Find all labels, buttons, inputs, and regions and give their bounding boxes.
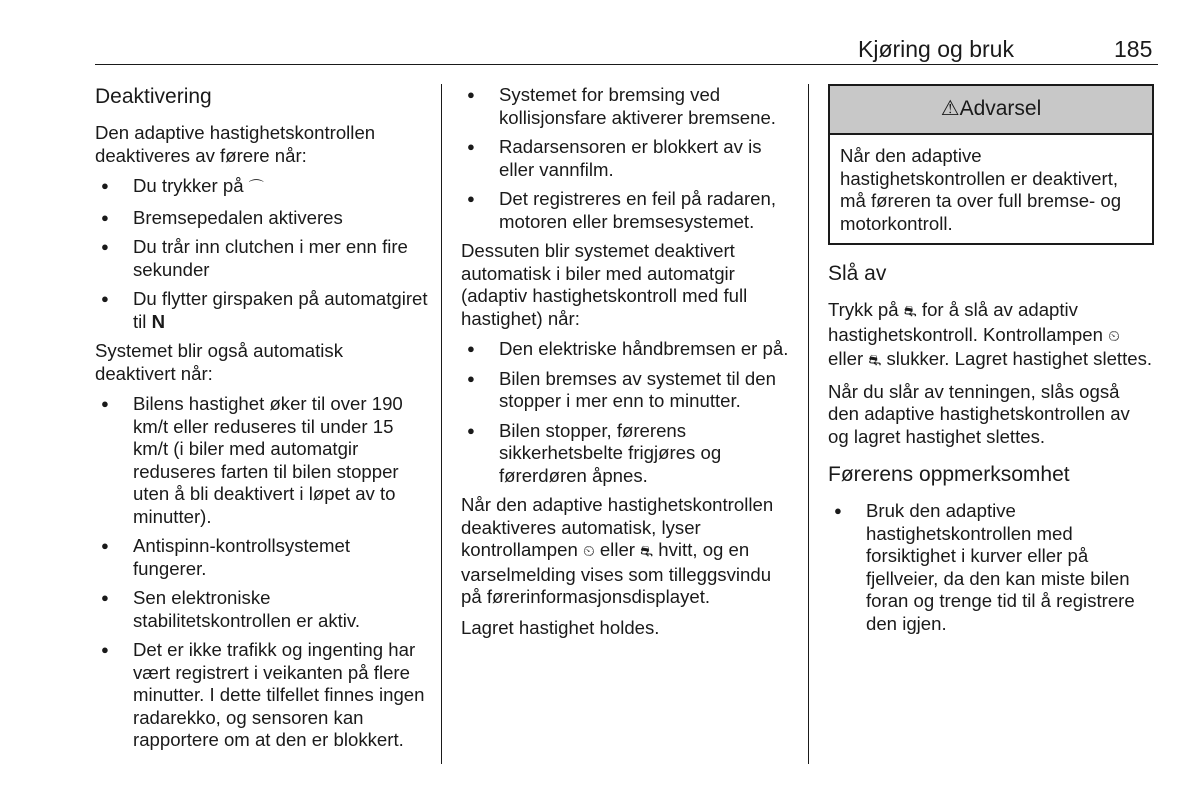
list-item: ● Radarsensoren er blokkert av is eller vannfilm. [461, 136, 794, 181]
list-item: ● Systemet for bremsing ved kollisjonsfare aktiverer bremsene. [461, 84, 794, 129]
warning-title: Advarsel [959, 97, 1042, 120]
adaptive-cruise-icon: ⛐ [868, 352, 882, 369]
speedometer-icon: ⏲ [1108, 327, 1120, 345]
list-item: ● Bruk den adaptive hastighetskontrollen med forsiktighet i kurver eller på fjellveier, da den kan miste bilen foran og trenge tid til å registrere den igjen. [828, 500, 1154, 635]
list-item: ● Bilen stopper, førerens sikkerhetsbelte frigjøres og førerdøren åpnes. [461, 420, 794, 488]
list-item: ● Sen elektroniske stabilitetskontrollen er aktiv. [95, 587, 428, 632]
speedometer-icon: ⏲ [582, 543, 595, 560]
adaptive-cruise-icon: ⛐ [903, 303, 917, 320]
auto-deactivation-paragraph: Systemet blir også automatisk deaktivert når: [95, 340, 344, 384]
header-rule [95, 64, 1158, 65]
list-item: ● Du flytter girspaken på automatgiret til N [95, 288, 428, 333]
list-item: ● Bilens hastighet øker til over 190 km/t eller reduseres til under 15 km/t (i biler med automatgir reduseres farten til bilen stopper uten å bli deaktivert i løpet av to minutter). [95, 393, 428, 528]
heading-driver-attention: Førerens oppmerksomhet [828, 463, 1070, 486]
list-item: ● Bilen bremses av systemet til den stopper i mer enn to minutter. [461, 368, 794, 413]
list-item: ● Det er ikke trafikk og ingenting har vært registrert i veikanten på flere minutter. I dette tilfellet finnes ingen radarekko, og sensoren kan rapportere om at den er blokkert. [95, 639, 428, 752]
list-item: ● Du trykker på ⌒ [95, 175, 428, 200]
intro-paragraph: Den adaptive hastighetskontrollen deaktiveres av førere når: [95, 122, 376, 166]
cruise-control-icon: ⌒ [248, 179, 264, 196]
column-2 [461, 84, 794, 647]
deactivation-list-auto [95, 393, 428, 752]
column-1 [95, 84, 428, 759]
list-item: ● Du trår inn clutchen i mer enn fire sekunder [95, 236, 428, 281]
page-header-title: Kjøring og bruk [858, 36, 1014, 62]
auto-deactivation-info-paragraph: Når den adaptive hastighetskontrollen deaktiveres automatisk, lyser kontrollampen ⏲ eller ⛐ hvitt, og en varselmelding vises som tilleggsvindu på førerinformasjonsdisplayet. [461, 494, 774, 607]
turn-off-paragraph: Trykk på ⛐ for å slå av adaptiv hastighetskontroll. Kontrollampen ⏲ eller ⛐ slukker. Lagret hastighet slettes. [828, 299, 1153, 369]
automatic-gear-paragraph: Dessuten blir systemet deaktivert automatisk i biler med automatgir (adaptiv hastighetskontroll med full hastighet) når: [461, 240, 748, 329]
list-item: ● Det registreres en feil på radaren, motoren eller bremsesystemet. [461, 188, 794, 233]
page-number: 185 [1114, 36, 1153, 62]
warning-text: Når den adaptive hastighetskontrollen er deaktivert, må føreren ta over full bremse- og motorkontroll. [840, 145, 1122, 234]
list-item: ● Den elektriske håndbremsen er på. [461, 338, 794, 361]
column-3 [828, 84, 1154, 642]
automatic-gear-list [461, 338, 794, 487]
column-divider-2 [808, 84, 809, 764]
warning-box [828, 84, 1154, 245]
driver-attention-list [828, 500, 1154, 635]
warning-header [830, 86, 1152, 135]
ignition-off-paragraph: Når du slår av tenningen, slås også den adaptive hastighetskontrollen av og lagret hastighet slettes. [828, 380, 1130, 447]
heading-deaktivering: Deaktivering [95, 85, 212, 108]
deactivation-list-driver [95, 175, 428, 333]
heading-sla-av: Slå av [828, 262, 887, 285]
list-item: ● Antispinn-kontrollsystemet fungerer. [95, 535, 428, 580]
list-item: ● Bremsepedalen aktiveres [95, 207, 428, 230]
warning-icon: ⚠ [940, 97, 960, 120]
column-divider-1 [441, 84, 442, 764]
deactivation-list-continued [461, 84, 794, 233]
speed-retained-paragraph: Lagret hastighet holdes. [461, 616, 660, 638]
adaptive-cruise-icon: ⛐ [640, 543, 654, 560]
